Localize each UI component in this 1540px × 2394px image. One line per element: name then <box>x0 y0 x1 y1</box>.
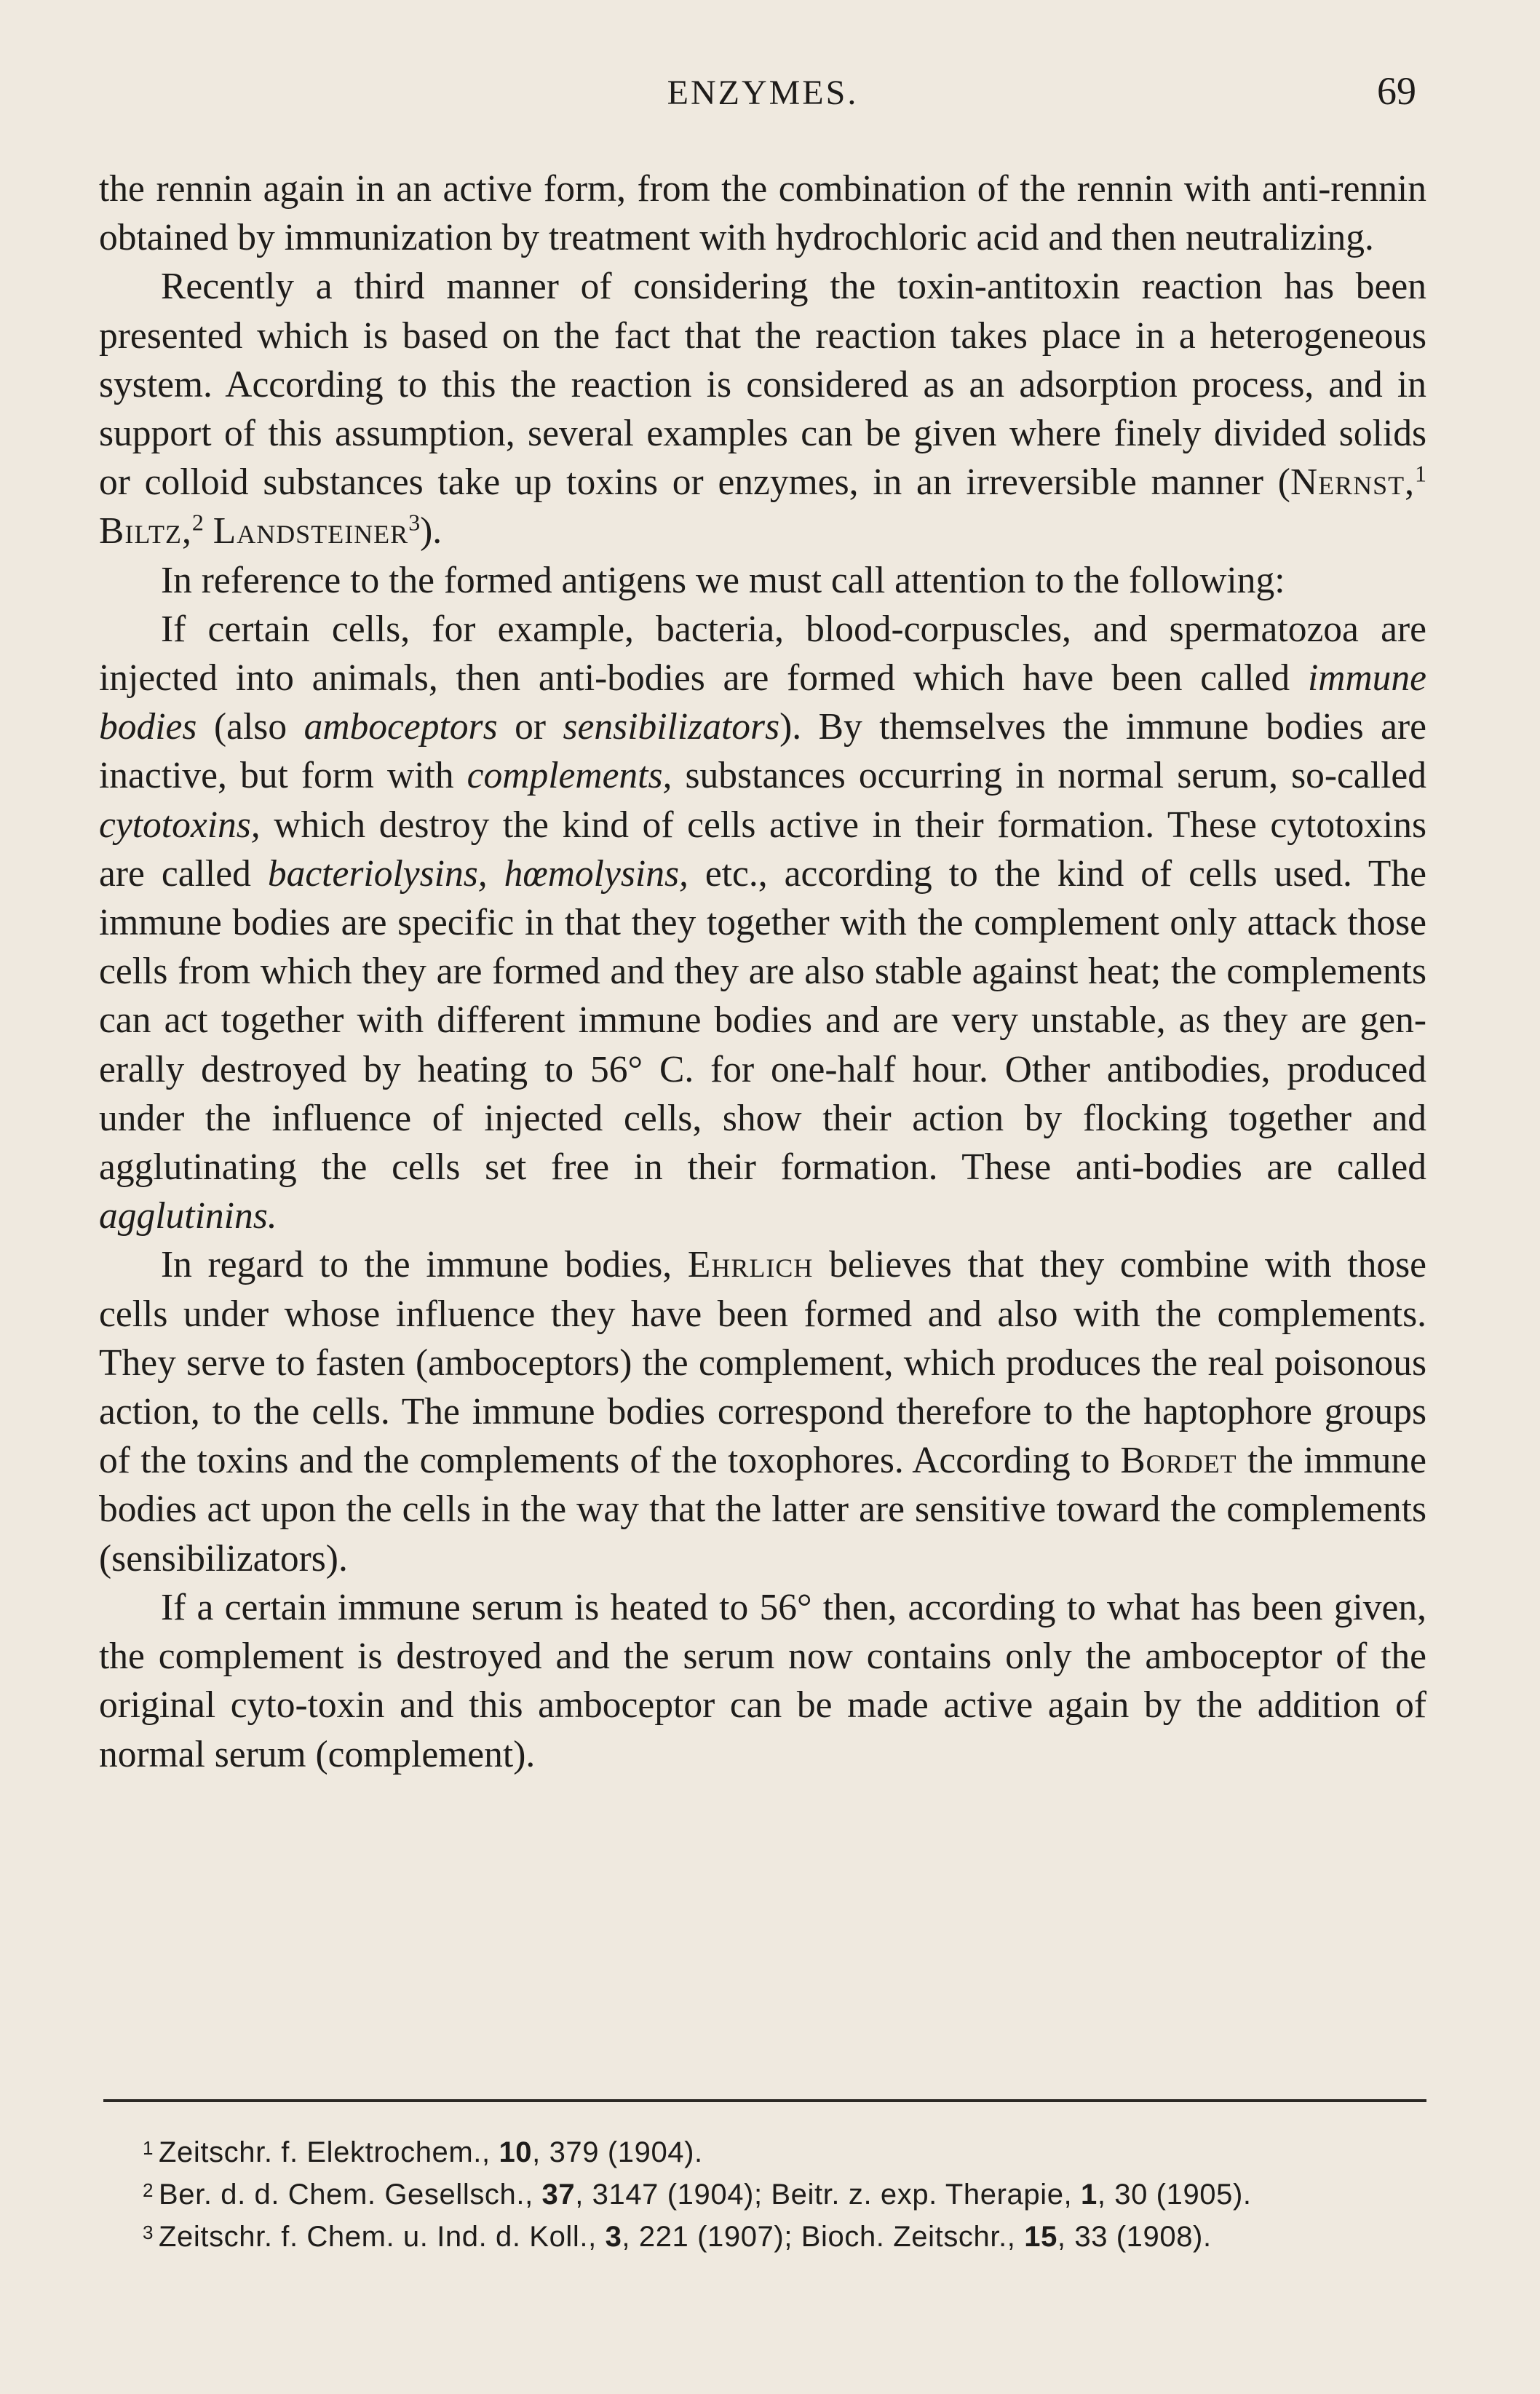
footnote-3 <box>143 2216 1425 2258</box>
paragraph-2-end: ). <box>420 510 442 552</box>
footnote-rule <box>103 2099 1426 2102</box>
page-number: 69 <box>1377 69 1416 113</box>
footnote-volume: 37 <box>541 2179 576 2211</box>
paragraph-5-text-a: In regard to the immune bodies, <box>161 1244 688 1286</box>
paragraph-6-text: If a certain immune serum is heated to 56° then, according to what has been given, the complement is destroyed and the serum now contains only the amboceptor of the original cyto-toxin and this amboceptor can be made active again by the addition of normal serum (complement). <box>99 1586 1426 1775</box>
footnote-volume: 1 <box>1080 2179 1098 2211</box>
paragraph-2-text: Recently a third manner of considering the toxin-antitoxin reaction has been presented which is based on the fact that the reaction takes place in a heterogeneous system. According to this the reaction is considered as an adsorption process, and in support of this assumption, several examples can be given where finely divided solids or colloid substances take up toxins or enzymes, in an irreversible manner ( <box>99 266 1426 504</box>
term-cytotoxins: cytotoxins, <box>99 804 261 846</box>
paragraph-4-text-e: substances occurring in normal serum, so-called <box>672 755 1426 797</box>
page-header <box>99 69 1426 124</box>
footnote-text: , 3147 (1904); Beitr. z. exp. Therapie, <box>575 2179 1081 2211</box>
footnote-text: , 30 (1905). <box>1097 2179 1252 2211</box>
body-text <box>99 165 1426 1779</box>
footnote-ref-1: 1 <box>1415 461 1426 487</box>
author-ehrlich: Ehrlich <box>687 1244 814 1286</box>
term-sensibilizators: sensibilizators <box>563 706 780 748</box>
author-nernst: Nernst, <box>1290 461 1416 504</box>
footnote-ref-2: 2 <box>191 510 204 536</box>
paragraph-4-text-f: which destroy the kind of cells active in their formation. These cytotoxins are called <box>99 804 1426 895</box>
paragraph-4-text-d: ). By themselves the immune bodies are inactive, but form with <box>99 706 1427 797</box>
paragraph-4 <box>99 605 1426 1241</box>
paragraph-5-text-c: the immune bodies act upon the cells in the way that the latter are sensitive toward the complements (sensibilizators). <box>99 1440 1427 1580</box>
footnote-text: , 379 (1904). <box>532 2136 703 2168</box>
term-lysins: bacteriolysins, hœmolysins, <box>267 852 688 895</box>
footnote-ref-3: 3 <box>408 510 421 536</box>
paragraph-3 <box>99 556 1426 605</box>
paragraph-4-text-b: (also <box>197 706 304 748</box>
footnote-text: Zeitschr. f. Chem. u. Ind. d. Koll., <box>159 2221 606 2253</box>
footnote-text: Ber. d. d. Chem. Gesellsch., <box>159 2179 542 2211</box>
footnote-marker: 3 <box>143 2221 154 2243</box>
footnote-2 <box>143 2173 1425 2216</box>
footnote-volume: 10 <box>499 2136 533 2168</box>
term-agglutinins: agglutinins. <box>99 1195 277 1237</box>
footnote-1 <box>143 2131 1425 2173</box>
author-landsteiner: Landsteiner <box>213 510 409 552</box>
author-biltz: Biltz, <box>99 510 192 552</box>
paragraph-5-text-b: believes that they combine with those cells under whose influence they have been formed and also with the complements. They serve to fasten (amboceptors) the complement, which produces the real poisonous action, to the cells. The immune bodies correspond therefore to the haptophore groups of the toxins and the complements of the toxophores. According to <box>99 1244 1426 1482</box>
paragraph-1 <box>99 165 1426 262</box>
footnote-volume: 3 <box>605 2221 622 2253</box>
paragraph-1-text: the rennin again in an active form, from the combination of the rennin with anti-rennin obtained by immunization by treatment with hydrochloric acid and then neutralizing. <box>99 168 1426 259</box>
paragraph-2 <box>99 262 1426 555</box>
paragraph-3-text: In reference to the formed antigens we must call attention to the following: <box>161 559 1285 601</box>
paragraph-4-text-g: etc., according to the kind of cells used. The immune bodies are specific in that they together with the complement only attack those cells from which they are formed and they are also stable against heat; the complements can act together with different immune bodies and are very unstable, as they are generally destroyed by heating to 56° C. for one-half hour. Other antibodies, produced under the influence of injected cells, show their action by flocking together and agglutinating the cells set free in their formation. These anti-bodies are called <box>99 852 1426 1189</box>
running-head: ENZYMES. <box>667 74 859 112</box>
footnote-volume: 15 <box>1024 2221 1057 2253</box>
term-complements: complements, <box>467 755 672 797</box>
footnote-text: , 221 (1907); Bioch. Zeitschr., <box>622 2221 1025 2253</box>
term-amboceptors: amboceptors <box>303 706 498 748</box>
footnotes <box>143 2131 1425 2258</box>
footnote-text: Zeitschr. f. Elektrochem., <box>159 2136 499 2168</box>
paragraph-5 <box>99 1240 1426 1582</box>
term-immune-bodies: immune bodies <box>99 657 1426 748</box>
paragraph-4-text-a: If certain cells, for example, bacteria, blood-corpuscles, and spermatozoa are injected into animals, then anti-bodies are formed which have been called <box>99 608 1426 699</box>
author-bordet: Bordet <box>1120 1440 1237 1482</box>
paragraph-4-text-c: or <box>497 706 563 748</box>
paragraph-6 <box>99 1583 1426 1779</box>
footnote-marker: 2 <box>143 2179 154 2201</box>
footnote-marker: 1 <box>143 2137 154 2159</box>
footnote-text: , 33 (1908). <box>1057 2221 1212 2253</box>
